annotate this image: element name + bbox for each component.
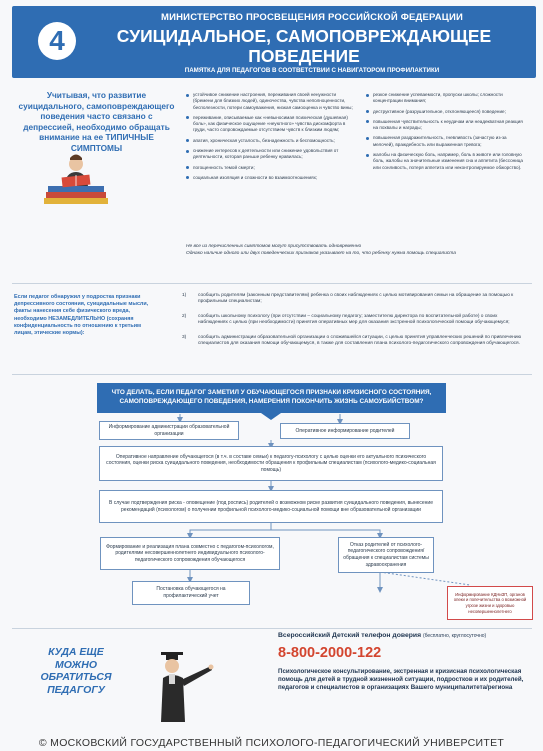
section-divider — [12, 374, 532, 375]
flow-box-risk-confirmed: В случае подтверждения риска - оповещение (под роспись) родителей о возможном риске развития суицидального поведения, вынесение рекомендаций (психологом) о получении профильной психолого-медико-социальной помощи вне образовательной организации — [99, 490, 443, 523]
ministry-name: МИНИСТЕРСТВО ПРОСВЕЩЕНИЯ РОССИЙСКОЙ ФЕДЕРАЦИИ — [160, 12, 464, 23]
symptoms-intro — [14, 90, 179, 153]
hotline-description: Психологическое консультирование, экстренная и кризисная психологическая помощь для детей в трудной жизненной ситуации, подростков и их родителей, педагогов и специалистов в организациях Вашего муниципалитета/региона — [278, 668, 524, 691]
symptom-item: резкое снижение успеваемости, пропуски школы; сложности концентрации внимания; — [366, 92, 526, 105]
graduate-pointing-illustration — [155, 644, 215, 722]
hotline-title-text: Всероссийский Детский телефон доверия — [278, 632, 422, 639]
hotline-phone[interactable]: 8-800-2000-122 — [278, 645, 382, 661]
page-subtitle: ПАМЯТКА ДЛЯ ПЕДАГОГОВ В СООТВЕТСТВИИ С НАВИГАТОРОМ ПРОФИЛАКТИКИ — [184, 67, 440, 74]
symptom-item: снижение интересов к деятельности или снижение удовольствия от деятельности, которая раньше ребенку нравилась; — [186, 148, 356, 161]
symptom-item: апатия, хроническая усталость, безнадежность и беспомощность; — [186, 138, 356, 144]
hotline-block — [278, 632, 528, 692]
call-line-1: КУДА ЕЩЕ — [48, 646, 104, 658]
symptom-item: погощенность темой смерти; — [186, 165, 356, 171]
symptom-item: устойчивое снижение настроения, переживания своей ненужности (бремени для близких людей), одиночества, чувства неполноценности, бесполезности, потери самоуважения, низкая самооценка и чувство вины; — [186, 92, 356, 111]
symptom-item: социальная изоляция и сложности во взаимоотношениях; — [186, 175, 356, 181]
action-step — [182, 293, 527, 306]
flow-box-support-plan: Формирование и реализация плана совместно с педагогом-психологом, родителями несовершеннолетнего индивидуального психолого-педагогического сопровождения обучающегося — [100, 537, 280, 570]
step-text: сообщить родителям (законным представителям) ребенка о своих наблюдениях с целью мотивирования семьи на обращение за помощью к профильным специалистам; — [198, 293, 514, 305]
actions-intro-text: Если педагог обнаружил у подростка признаки депрессивного состояния, суицидальные мысли, факты нанесения себе физического вреда, необходимо НЕЗАМЕДЛИТЕЛЬНО (сохраняя конфиденциальность по отношению к третьим лицам, этические нормы): — [14, 294, 149, 337]
step-number: 2) — [182, 313, 187, 319]
symptom-item: жалобы на физическую боль, например, боль в животе или головную боль, жалобы на значительные изменения сна и аппетита (бессоница или сонливость, потеря аппетита или неконтролируемое обжорство). — [366, 152, 526, 171]
hotline-note: (бесплатно, круглосуточно) — [422, 633, 487, 639]
where-to-call — [16, 646, 136, 696]
title-line-2: ПОВЕДЕНИЕ — [248, 46, 360, 66]
copyright: © МОСКОВСКИЙ ГОСУДАРСТВЕННЫЙ ПСИХОЛОГО-ПЕДАГОГИЧЕСКИЙ УНИВЕРСИТЕТ — [38, 737, 505, 749]
hotline-title — [278, 632, 528, 639]
step-number: 3) — [182, 334, 187, 340]
symptom-item: переживание, описываемые как «невыносимая психическая (душевная) боль», как физическое ощущение «неуютного» чувства дискомфорта в груди, часто сопровождаемые отсутствием чувств к близким людям; — [186, 115, 356, 134]
actions-steps — [182, 293, 527, 355]
note-line-1: Не все из перечисленных симптомов могут присутствовать одновременно — [186, 244, 362, 249]
section-divider — [12, 283, 532, 284]
symptom-item: повышенная чувствительность к неудачам или неадекватная реакция на похвалы и награды; — [366, 119, 526, 132]
flow-box-inform-admin: Информирование администрации образовательной организации — [99, 421, 239, 440]
symptoms-note — [186, 244, 526, 257]
actions-intro — [14, 294, 154, 337]
flow-box-inform-parents: Оперативное информирование родителей — [280, 423, 410, 439]
call-line-2: МОЖНО — [55, 658, 97, 671]
action-step — [182, 314, 527, 327]
action-step — [182, 335, 527, 348]
flowchart-heading: ЧТО ДЕЛАТЬ, ЕСЛИ ПЕДАГОГ ЗАМЕТИЛ У ОБУЧАЮЩЕГОСЯ ПРИЗНАКИ КРИЗИСНОГО СОСТОЯНИЯ, САМОПОВРЕЖДАЮЩЕГО ПОВЕДЕНИЯ, НАМЕРЕНИЯ ПОКОНЧИТЬ ЖИЗНЬ САМОУБИЙСТВОМ? — [97, 383, 446, 413]
step-text: сообщить школьному психологу (при отсутствии – социальному педагогу; заместителю директора по воспитательной работе) о своих наблюдениях с целью (при необходимости) принятия оперативных мер для оказания экстренной психологической помощи обучающемуся; — [198, 313, 510, 326]
page-title — [94, 26, 514, 66]
symptoms-intro-text: Учитывая, что развитие суицидального, самоповреждающего поведения часто связано с депрессией, необходимо обращать внимание на ее ТИПИЧНЫЕ СИМПТОМЫ — [18, 90, 175, 153]
student-reading-illustration — [40, 146, 112, 208]
title-line-1: СУИЦИДАЛЬНОЕ, САМОПОВРЕЖДАЮЩЕЕ — [116, 26, 492, 46]
memo-number: 4 — [38, 22, 76, 60]
call-line-3: ОБРАТИТЬСЯ — [40, 671, 112, 683]
flow-box-parents-refusal: Отказ родителей от психолого-педагогического сопровождения/обращения к специалистам системы здравоохранения — [338, 537, 434, 573]
section-divider — [12, 628, 532, 629]
symptom-item: повышенная раздражительность, гневливость (зачастую из-за мелочей), враждебность или выраженная тревога; — [366, 135, 526, 148]
flow-box-preventive-registration: Постановка обучающегося на профилактический учет — [132, 581, 250, 605]
symptom-item: деструктивное (разрушительное, отклоняющееся) поведение; — [366, 109, 526, 115]
symptoms-column-1 — [186, 92, 356, 185]
symptoms-column-2 — [366, 92, 526, 175]
step-number: 1) — [182, 293, 187, 298]
call-line-4: ПЕДАГОГУ — [47, 683, 105, 696]
step-text: сообщить администрации образовательной организации о сложившейся ситуации, с целью принятия управленческих решений по привлечению специалистов для оказания помощи обучающемуся, в также для составления плана психолого-педагогического сопровождения обучающегося. — [198, 334, 522, 347]
header-banner — [12, 6, 536, 78]
flow-box-inform-kdn: Информирование КДНиЗП, органов опеки и попечительства о возможной угрозе жизни и здоровью несовершеннолетнего — [447, 586, 533, 620]
note-line-2: Однако наличие одного или двух поведенческих признаков указывает на то, что ребенку нужна помощь специалиста — [186, 250, 456, 256]
flow-box-referral: Оперативное направление обучающегося (в т.ч. в составе семьи) к педагогу-психологу с целью оценки его актуального психического состояния, оценки риска суицидального поведения, необходимости обращения к профильным специалистам (психолого-медико-социальная помощь) — [99, 446, 443, 481]
